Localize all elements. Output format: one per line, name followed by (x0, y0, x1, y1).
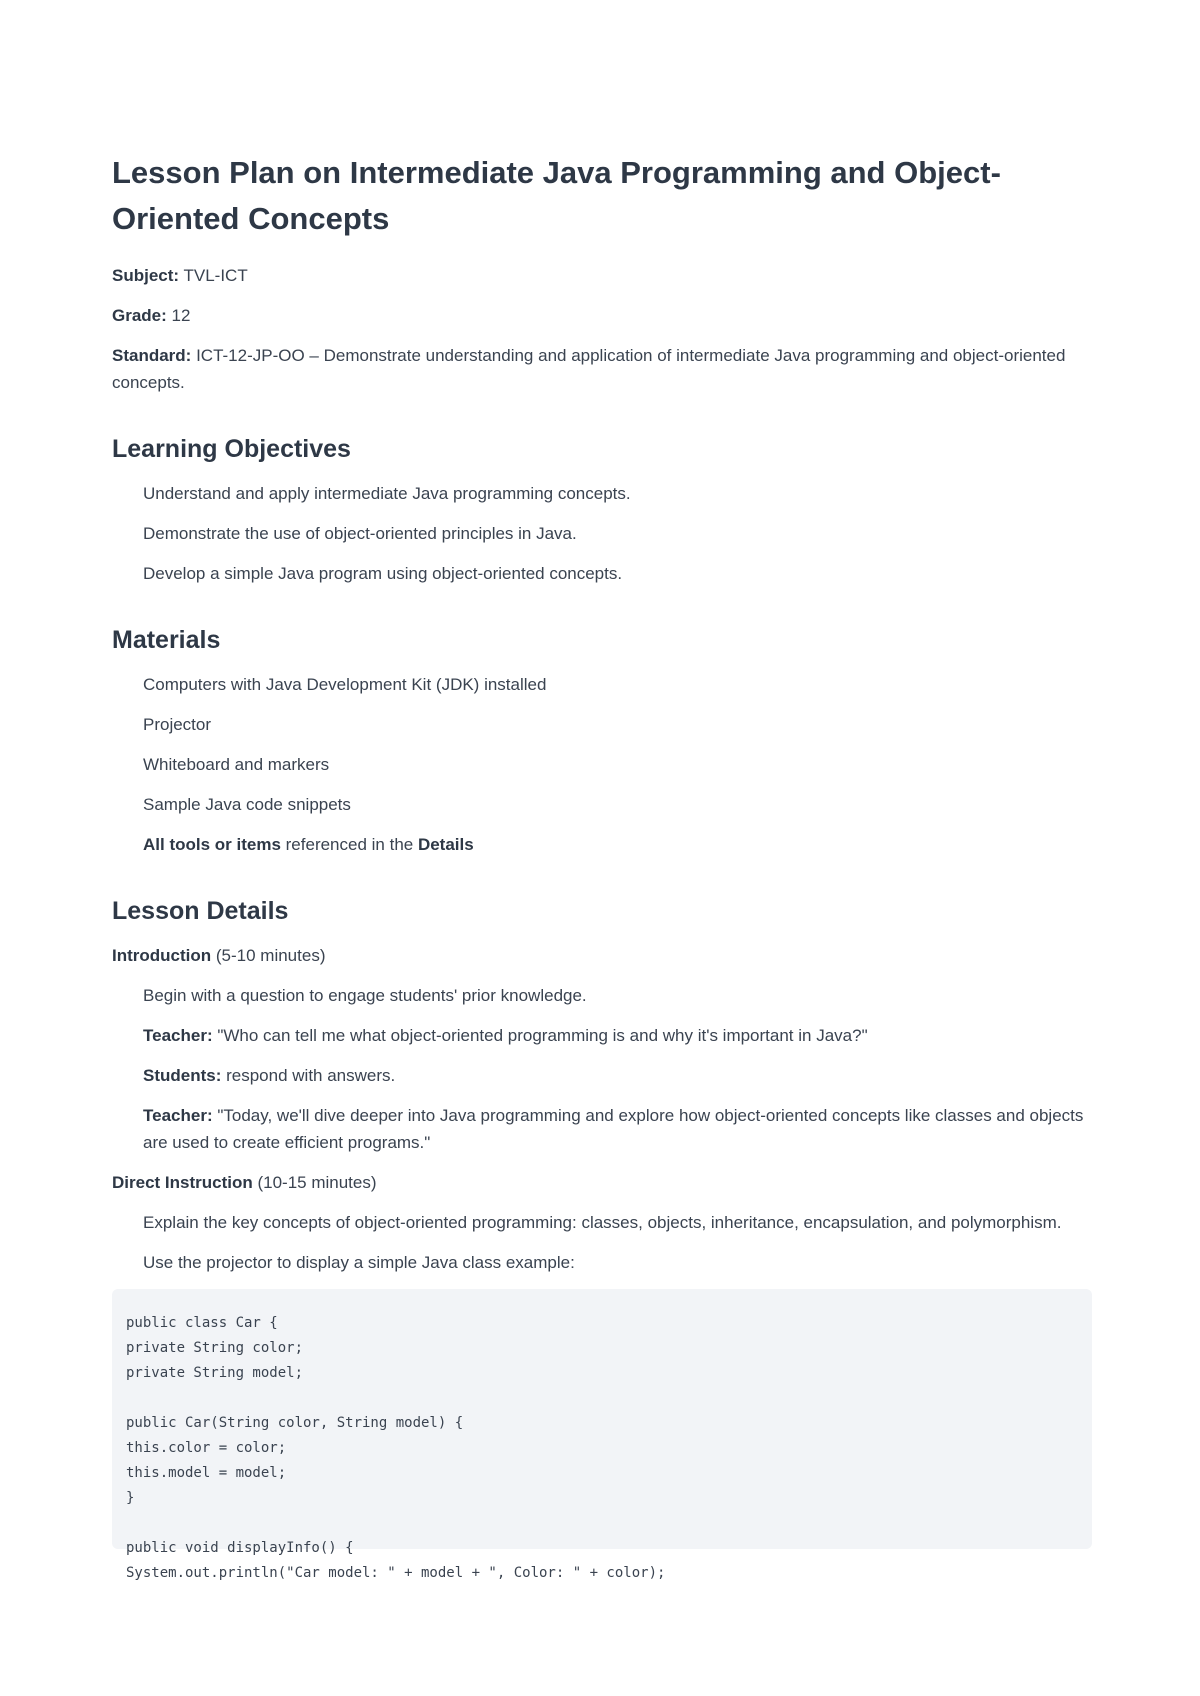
lesson-plan-document (112, 150, 1092, 1581)
direct-instruction-heading (112, 1169, 1092, 1196)
speaker-text: respond with answers. (221, 1066, 396, 1085)
code-line: public void displayInfo() { (126, 1540, 354, 1556)
materials-text: referenced in the (280, 835, 418, 854)
materials-bold-1: All tools or items (143, 835, 281, 854)
standard-label: Standard: (112, 346, 192, 365)
code-line: private String model; (126, 1365, 304, 1381)
code-line: System.out.println("Car model: " + model + ", Color: " + color); (126, 1565, 666, 1581)
list-item: Projector (143, 715, 212, 734)
details-heading: Lesson Details (112, 897, 289, 925)
introduction-label: Introduction (112, 946, 212, 965)
materials-list (112, 671, 1092, 858)
introduction-duration: (5-10 minutes) (211, 946, 326, 965)
list-item: Understand and apply intermediate Java programming concepts. (143, 484, 631, 503)
grade-line (112, 302, 1092, 329)
subject-value: TVL-ICT (179, 266, 248, 285)
list-item: Use the projector to display a simple Java class example: (143, 1253, 575, 1272)
list-item: Demonstrate the use of object-oriented principles in Java. (143, 524, 577, 543)
code-line (126, 1511, 1078, 1536)
list-item: Begin with a question to engage students' prior knowledge. (143, 986, 587, 1005)
speaker-label: Students: (143, 1066, 222, 1085)
grade-label: Grade: (112, 306, 167, 325)
subject-label: Subject: (112, 266, 180, 285)
speaker-text: "Today, we'll dive deeper into Java programming and explore how object-oriented concepts like classes and objects are used to create efficient programs." (143, 1106, 1084, 1152)
list-item: Whiteboard and markers (143, 755, 330, 774)
page-title: Lesson Plan on Intermediate Java Programming and Object-Oriented Concepts (112, 155, 1001, 236)
list-item: Computers with Java Development Kit (JDK) installed (143, 675, 547, 694)
list-item (143, 1022, 1092, 1049)
code-line: this.color = color; (126, 1440, 287, 1456)
subject-line (112, 262, 1092, 289)
list-item (143, 1062, 1092, 1089)
standard-value: ICT-12-JP-OO – Demonstrate understanding and application of intermediate Java programming and object-oriented concepts. (112, 346, 1066, 392)
direct-instruction-duration: (10-15 minutes) (252, 1173, 377, 1192)
speaker-label: Teacher: (143, 1106, 213, 1125)
code-line: } (126, 1490, 135, 1506)
code-line: public Car(String color, String model) { (126, 1415, 464, 1431)
materials-heading: Materials (112, 626, 221, 654)
code-line (126, 1386, 1078, 1411)
list-item: Explain the key concepts of object-oriented programming: classes, objects, inheritance, encapsulation, and polymorphism. (143, 1213, 1062, 1232)
code-line: private String color; (126, 1340, 304, 1356)
grade-value: 12 (166, 306, 191, 325)
list-item (143, 831, 1092, 858)
introduction-list (112, 982, 1092, 1156)
list-item: Sample Java code snippets (143, 795, 351, 814)
code-line: public class Car { (126, 1315, 278, 1331)
direct-instruction-list (112, 1209, 1092, 1276)
objectives-list (112, 480, 1092, 587)
code-line: this.model = model; (126, 1465, 287, 1481)
introduction-heading (112, 942, 1092, 969)
list-item: Develop a simple Java program using object-oriented concepts. (143, 564, 623, 583)
speaker-label: Teacher: (143, 1026, 213, 1045)
standard-line (112, 342, 1092, 396)
direct-instruction-label: Direct Instruction (112, 1173, 253, 1192)
list-item (143, 1102, 1092, 1156)
materials-bold-2: Details (417, 835, 474, 854)
code-block (112, 1289, 1092, 1581)
objectives-heading: Learning Objectives (112, 435, 351, 463)
speaker-text: "Who can tell me what object-oriented programming is and why it's important in Java?" (212, 1026, 868, 1045)
